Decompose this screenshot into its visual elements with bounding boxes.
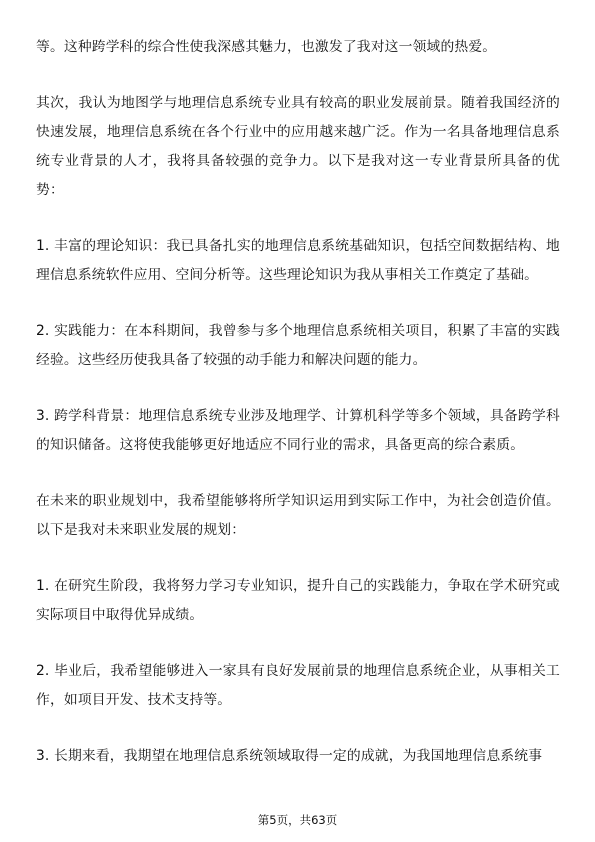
paragraph-future-plan-intro: 在未来的职业规划中，我希望能够将所学知识运用到实际工作中，为社会创造价值。以下是我对未来职业发展的规划： <box>36 493 560 538</box>
document-body <box>36 33 560 798</box>
paragraph-advantage-theory: 1. 丰富的理论知识：我已具备扎实的地理信息系统基础知识，包括空间数据结构、地理信息系统软件应用、空间分析等。这些理论知识为我从事相关工作奠定了基础。 <box>36 238 560 283</box>
page-number-footer: 第5页，共63页 <box>257 813 338 827</box>
paragraph-plan-graduate-study: 1. 在研究生阶段，我将努力学习专业知识，提升自己的实践能力，争取在学术研究或实际项目中取得优异成绩。 <box>36 578 560 623</box>
paragraph-plan-after-graduation: 2. 毕业后，我希望能够进入一家具有良好发展前景的地理信息系统企业，从事相关工作，如项目开发、技术支持等。 <box>36 663 560 708</box>
paragraph-career-prospects: 其次，我认为地图学与地理信息系统专业具有较高的职业发展前景。随着我国经济的快速发展，地理信息系统在各个行业中的应用越来越广泛。作为一名具备地理信息系统专业背景的人才，我将具备较强的竞争力。以下是我对这一专业背景所具备的优势： <box>36 95 560 198</box>
paragraph-plan-long-term: 3. 长期来看，我期望在地理信息系统领域取得一定的成就，为我国地理信息系统事 <box>36 748 543 764</box>
paragraph-advantage-practice: 2. 实践能力：在本科期间，我曾参与多个地理信息系统相关项目，积累了丰富的实践经验。这些经历使我具备了较强的动手能力和解决问题的能力。 <box>36 323 560 368</box>
paragraph-intro-continuation: 等。这种跨学科的综合性使我深感其魅力，也激发了我对这一领域的热爱。 <box>36 39 497 55</box>
paragraph-advantage-interdisciplinary: 3. 跨学科背景：地理信息系统专业涉及地理学、计算机科学等多个领域，具备跨学科的知识储备。这将使我能够更好地适应不同行业的需求，具备更高的综合素质。 <box>36 408 560 453</box>
